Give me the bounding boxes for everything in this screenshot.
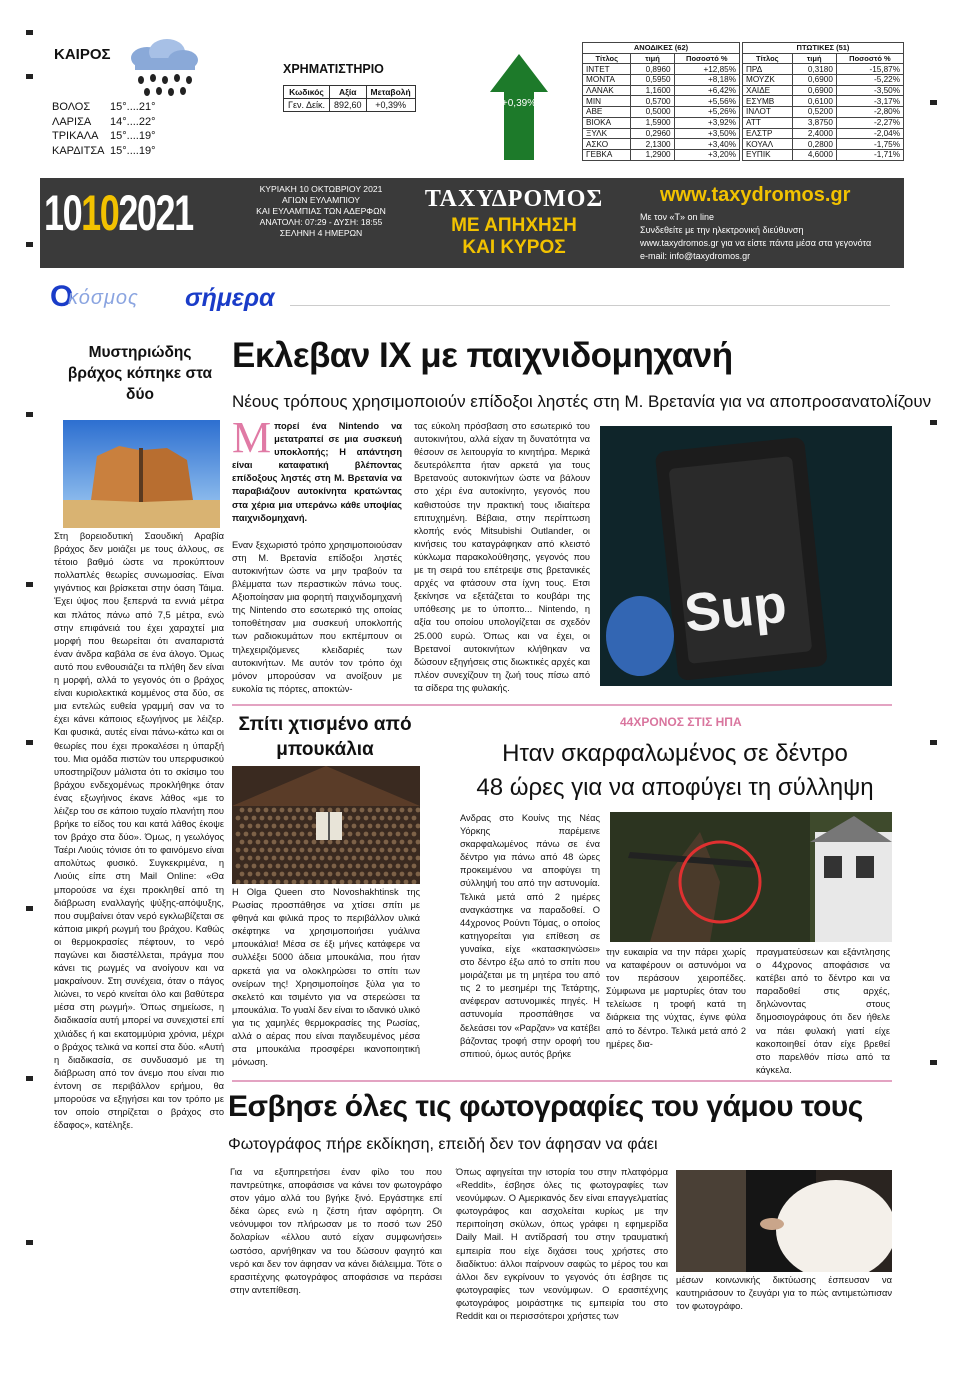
stock-row: ΕΣΥΜΒ 0,6100 -3,17% [743, 96, 904, 107]
house-story-title: Σπίτι χτισμένο από μπουκάλια [238, 714, 412, 760]
wedding-column-3: μέσων κοινωνικής δικτύωσης έσπευσαν να καυτηριάσουν το ζευγάρι για το πώς αντιμετώπισαν τον φωτογράφο. [676, 1275, 892, 1312]
main-headline: Εκλεβαν ΙΧ με παιχνιδομηχανή [232, 336, 733, 375]
wedding-column-1: Για να εξυπηρετήσει έναν φίλο του που παντρεύτηκε, αποφάσισε να κάνει τον φωτογράφο στον γάμο αλλά του βγήκε ξινό. Εργάστηκε επί δέκα ώρες ενώ η ζέστη ήταν αφόρητη. Οι νεόνυμφοι τον πλήρωσαν με το ποσό των 250 δολαρίων «έλλου αυτό είχαν συμφωνήσει» ωστόσο, αρνήθηκαν να του δώσουν φαγητό και νερό και δεν τον άφησαν να κάνει διάλειμμα. Τότε ο ερασιτέχνης φωτογράφος αποφάσισε να περάσει στην αντεπίθεση. [230, 1167, 442, 1295]
section-title-kosmos: κόσμος [68, 287, 139, 309]
dropcap: Μ [232, 413, 272, 462]
brand-block [404, 186, 624, 259]
margin-mark [930, 1060, 937, 1065]
main-story-body-1: Εναν ξεχωριστό τρόπο χρησιμοποιούσαν στη Μ. Βρετανία επίδοξοι ληστές αυτοκινήτων ώστε να μην τραβούν τα βλέμματα των περαστικών πάνω τους. Αξιοποίησαν μια φορητή παιχνιδομηχανή της Nintendo στο εσωτερικό της οποίας τοποθέτησαν μια συσκευή υποκλοπής των ραδιοκυμάτων που εκπέμπουν οι τηλεχειριζόμενες κλειδαριές των αυτοκινήτων. Με αυτόν τον τρόπο όχι μόνον μπορούσαν να ανοίξουν με ευκολία τις πόρτες, αποκτών- [232, 539, 402, 694]
stock-row: ΚΟΥΑΛ 0,2800 -1,75% [743, 139, 904, 150]
stock-row: ΜΟΝΤΑ 0,5950 +8,18% [583, 75, 740, 86]
stock-row: INTET 0,8960 +12,85% [583, 64, 740, 75]
date-info: ΚΥΡΙΑΚΗ 10 ΟΚΤΩΒΡΙΟΥ 2021 ΑΓΙΩΝ ΕΥΛΑΜΠΙΟΥ ΚΑΙ ΕΥΛΑΜΠΙΑΣ ΤΩΝ ΑΔΕΡΦΩΝ ΑΝΑΤΟΛΗ: 07:29 - ΔΥΣΗ: 18:55 ΣΕΛΗΝΗ 4 ΗΜΕΡΩΝ [256, 184, 386, 238]
stock-row: ΕΥΠΙΚ 4,6000 -1,71% [743, 149, 904, 160]
rock-story-text: Στη βορειοδυτική Σαουδική Αραβία βράχος δεν μοιάζει με τους άλλους, σε τέτοιο βαθμό ώστε να προκύπτουν πολλαπλές θεωρίες συνωμοσίας. Είναι γιγάντιος και βρίσκεται στην όαση Τάιμα. Έχει ύψος που ξεπερνά τα εννιά μέτρα και πλάτος πάνω από 7,5 μέτρα, ενώ στην επιφάνειά του έχει χαραχτεί μια μορφή που θεωρείται ότι αναπαριστά έναν άνδρα καβάλα σε ένα άλογο. Όμως αυτό που ενθουσιάζει τα πλήθη δεν είναι η μορφή, αλλά το γεγονός ότι ο βράχος είναι κυριολεκτικά κομμένος στα δύο, σε μια εντελώς ευθεία γραμμή σαν να το έχει κάνει κάποιος εξωγήινος με λέιζερ. Και φυσικά, αυτές είναι πάνω-κάτω και οι θεωρίες που έχει προκαλέσει η ύπαρξή του. Μια ομάδα πιστών του υπερφυσικού υποστηρίζουν μάλιστα ότι το σκίσιμο του βράχου ενδεχομένως προκλήθηκε όταν ένας εξωγήινος έκανε λάθος «με το λέιζερ του σε κάποιο τυχαίο πλανήτη που βρήκε το είδος του και κατά λάθος έκοψε τον βράχο στα δύο». Όμως, η γεωλόγος Ταέρι Λιούις τόνισε ότι το φαινόμενο είναι απολύτως φυσικό. Συγκεκριμένα, η Λιούις είπε στη Mail Online: «Θα μπορούσε να έχει προκληθεί από τη διάβρωση εναλλαγής ψύξης-απόψυξης, που συμβαίνει όταν νερό εγκλωβίζεται σε κάποια μικρή ρωγμή του βράχου. Καθώς οι θερμοκρασίες πέφτουν, το νερό παγώνει και διαστέλλεται, πράγμα που κάνει τις ρωγμές να ανοίγουν και να μακραίνουν. Στη συνέχεια, όταν ο πάγος λιώνει, το νερό κινείται όλο και βαθύτερα μέσα στη ρωγμή». Όπως σημείωσε, η διαδικασία αυτή μπορεί να συνεχιστεί επί χιλιάδες ή και εκατομμύρια χρόνια, μέχρι ο βράχος τελικά να κοπεί στα δύο. «Αυτή η διαδικασία, σε συνδυασμό με τη διάβρωση από τον άνεμο που είναι πιο έντονη σε περιβάλλον ερήμου, θα μπορούσε να εξηγήσει και τον τρόπο με τον οποίο στηρίζεται ο βράχος στο έδαφος», κατέληξε. [54, 531, 224, 1131]
tree-photo [610, 812, 892, 942]
weather-table [52, 100, 156, 158]
weather-row: ΛΑΡΙΣΑ 14°....22° [52, 115, 156, 128]
brand-slogan: ΜΕ ΑΠΗΧΗΣΗ ΚΑΙ ΚΥΡΟΣ [451, 215, 577, 258]
main-story-column-2: τας εύκολη πρόσβαση στο εσωτερικό του αυτοκινήτου, αλλά είχαν τη δυνατότητα να θέσουν σε λειτουργία το κινητήρα. Μερικά δευτερόλεπτα ήταν αρκετά για τους Βρετανούς αυτοκινήτων ώστε να βάλουν στο χέρι ένα αυτοκίνητο, γεγονός που καθιστούσε την πρακτική τους ιδιαίτερα επιτυχημένη. Βέβαια, στην περίπτωση κλοπής ενός Mitsubishi Outlander, οι κινήσεις του καταγράφηκαν από κλειστό κύκλωμα παρακολούθησης, γεγονός που με τη σειρά του επέτρεψε στις βρετανικές αρχές να φτάσουν στα ίχνη τους. Ετσι ξεκίνησε να εξετάζεται το κουβάρι της υπόθεσης με το ύποπτο... Nintendo, η αξία του οποίου υπολογίζεται σε σχεδόν 25.000 ευρώ. Όπως και να έχει, οι Βρετανοί αυτοκινήτων κλήθηκαν να δώσουν εξηγήσεις στις διωκτικές αρχές και πλέον συνεχίζουν τη ζωή τους πίσω από τα σίδερα της φυλακής. [414, 421, 590, 693]
gainers-table: ΑΝΟΔΙΚΕΣ (62) Τίτλος τιμή Ποσοστό % INTET 0,8960 +12,85% ΜΟΝΤΑ 0,5950 +8,18% ΛΑΝΑΚ 1,1600 +6,42% MIN 0,5700 +5,56% ΑΒΕ 0,5000 +5,26% ΒΙΟΚΑ 1,5900 +3,92% ΞΥΛΚ 0,2960 +3,50% ΑΣΚΟ 2,1300 +3,40% ΓΕΒΚΑ 1,2900 +3,20% [582, 42, 740, 161]
site-url-link[interactable]: www.taxydromos.gr [660, 184, 851, 206]
section-title-simera: σήμερα [185, 284, 275, 312]
stock-row: ΧΑΙΔΕ 0,6900 -3,50% [743, 85, 904, 96]
stock-row: ΑΤΤ 3,8750 -2,27% [743, 117, 904, 128]
margin-mark [26, 906, 33, 911]
stock-row: ΓΕΒΚΑ 1,2900 +3,20% [583, 149, 740, 160]
main-story-column-1 [232, 413, 402, 696]
stock-row: ΛΑΝΑΚ 1,1600 +6,42% [583, 85, 740, 96]
rock-photo [63, 420, 220, 528]
wedding-headline: Εσβησε όλες τις φωτογραφίες του γάμου τους [228, 1090, 863, 1123]
margin-mark [26, 242, 33, 247]
house-story-text: Η Olga Queen στο Novoshakhtinsk της Ρωσίας προσπάθησε να χτίσει σπίτι με φθηνά και φιλικά προς το περιβάλλον υλικά σκέφτηκε να χρησιμοποιήσει γυάλινα μπουκάλια! Μέσα σε έξι μήνες κατάφερε να συλλέξει 5000 άδεια μπουκάλια, που ήταν αρκετά για να ολοκληρώσει το σπίτι των ονείρων της! Χρησιμοποίησε ξύλα για το σκελετό και τσιμέντο για να στερεώσει τα μπουκάλια. Το γυαλί δεν είναι το ιδανικό υλικό για τις χαμηλές θερμοκρασίες της Ρωσίας, αλλά ο αέρας που είναι παγιδευμένος μέσα στα μπουκάλια προσφέρει ικανοποιητική μόνωση. [232, 887, 420, 1068]
stock-row: ΠΡΔ 0,3180 -15,87% [743, 64, 904, 75]
main-lead: πορεί ένα Nintendo να μετατραπεί σε μια συσκευή υποκλοπής; Η απάντηση είναι καταφατική βλέποντας επίδοξους ληστές στη Μ. Βρετανία να παραβιάζουν αυτοκίνητα κρατώντας στα χέρια μια υπεράνω κάθε υποψίας παιχνιδομηχανή. [232, 421, 402, 523]
site-info: Με τον «Τ» on line Συνδεθείτε με την ηλεκτρονική διεύθυνση www.taxydromos.gr για να είστε πάντα μέσα στα γεγονότα e-mail: info@taxydromos.gr [640, 212, 872, 261]
margin-mark [26, 740, 33, 745]
stock-row: ΜΟΥΖΚ 0,6900 -5,22% [743, 75, 904, 86]
margin-mark [26, 74, 33, 79]
bourse-title: ΧΡΗΜΑΤΙΣΤΗΡΙΟ [283, 62, 384, 76]
bottle-house-photo [232, 766, 420, 884]
margin-mark [930, 100, 937, 105]
weather-row: ΚΑΡΔΙΤΣΑ 15°....19° [52, 144, 156, 157]
rock-story-title: Μυστηριώδης βράχος κόπηκε στα δύο [67, 344, 213, 403]
arrow-label: +0,39% [501, 98, 537, 109]
margin-mark [26, 1240, 33, 1245]
section-title-o: Ο [50, 280, 74, 313]
wedding-subtitle: Φωτογράφος πήρε εκδίκηση, επειδή δεν τον άφησαν να φάει [228, 1136, 658, 1153]
stock-row: ΑΣΚΟ 2,1300 +3,40% [583, 139, 740, 150]
weather-row: ΒΟΛΟΣ 15°....21° [52, 101, 156, 113]
tree-story-column-3: πραγματεύσεων και εξάντλησης ο 44χρονος αποφάσισε να κατέβει από το δέντρο και να παραδοθεί στις αρχές, δηλώνοντας στους δημοσιογράφους ότι δεν ήθελε να πάει φυλακή γιατί είχε κακοποιηθεί όταν είχε βρεθεί στο παρελθόν πίσω από τα κάγκελα. [756, 947, 890, 1075]
wedding-column-2: Όπως αφηγείται την ιστορία του στην πλατφόρμα «Reddit», έσβησε όλες τις φωτογραφίες των νεονύμφων. Ο Αμερικανός δεν είναι επαγγελματίας φωτογράφος και ασχολείται κυρίως με την περιποίηση σκύλων, όπως γράφει η εφημερίδα Daily Mail. Η αντίδρασή του στην τραυματική εμπειρία που είχε διχάσει τους χρήστες στο διαδίκτυο: άλλοι παίρνουν σαφώς το μέρος του και άλλοι δεν εγκρίνουν το γεγονός ότι έσβησε τις φωτογραφίες των νεονύμφων. Ο ερασιτέχνης φωτογράφος μοιράστηκε τις εμπειρία του στο Reddit και οι περισσότεροι χρήστες των [456, 1167, 668, 1322]
brand-name: ΤΑΧΥΔΡΟΜΟΣ [424, 186, 604, 212]
weather-row: ΤΡΙΚΑΛΑ 15°....19° [52, 130, 156, 142]
rule-divider [232, 704, 892, 706]
margin-mark [26, 582, 33, 587]
tree-story-column-1: Ανδρας στο Κουίνς της Νέας Υόρκης παρέμεινε σκαρφαλωμένος πάνω σε ένα δέντρο για πάνω από 48 ώρες προκειμένου να αποφύγει τη σύλληψή του από την αστυνομία. Τελικά μετά από 2 ημέρες αναγκάστηκε να παραδοθεί. Ο 44χρονος Ρούντι Τόμας, ο οποίος κατηγορείται για επίθεση σε γυναίκα, είχε «κατασκηνώσει» στο δέντρο έξω από το σπίτι που μοιράζεται με τη μητέρα του από τις 2 το μεσημέρι της Τετάρτης, ανέφεραν αστυνομικές πηγές. Η αστυνομία προσπάθησε να δελεάσει τον «Ραρζαν» να κατέβει βάζοντας τροφή στην οροφή του σπιτιού, όμως αυτός βρήκε [460, 813, 600, 1059]
weather-title: ΚΑΙΡΟΣ [54, 46, 111, 63]
date-big: 10102021 [44, 185, 193, 241]
svg-text:Sup: Sup [681, 573, 790, 644]
stock-row: ΒΙΟΚΑ 1,5900 +3,92% [583, 117, 740, 128]
main-subtitle: Νέους τρόπους χρησιμοποιούν επίδοξοι ληστές στη Μ. Βρετανία για να αποπροσανατολίζουν [232, 392, 932, 411]
stock-row: ΙΝΛΟΤ 0,5200 -2,80% [743, 107, 904, 118]
stock-row: ΞΥΛΚ 0,2960 +3,50% [583, 128, 740, 139]
stock-row: ΕΛΣΤΡ 2,4000 -2,04% [743, 128, 904, 139]
margin-mark [930, 740, 937, 745]
margin-mark [26, 30, 33, 35]
rule-divider [232, 1080, 892, 1082]
margin-mark [930, 420, 937, 425]
margin-mark [26, 412, 33, 417]
up-arrow-icon [488, 52, 550, 162]
margin-mark [26, 1076, 33, 1081]
tree-story-column-2: την ευκαιρία να την πάρει χωρίς να καταφέρουν οι αστυνόμοι να τον περάσουν χειροπέδες. Σύμφωνα με μαρτυρίες όταν του τελείωσε η τροφή κατά τη διάρκεια της νύχτας, έγινε φύλα από το δέντρο. Τελικά μετά από 2 ημέρες δια- [606, 947, 746, 1049]
wedding-photo [676, 1170, 892, 1272]
nintendo-photo [600, 426, 892, 686]
tree-story-kicker: 44ΧΡΟΝΟΣ ΣΤΙΣ ΗΠΑ [620, 715, 742, 729]
section-rule [290, 305, 890, 306]
bourse-table: Κωδικός Αξία Μεταβολή Γεν. Δείκ. 892,60 +0,39% [283, 85, 416, 112]
stock-row: MIN 0,5700 +5,56% [583, 96, 740, 107]
losers-table: ΠΤΩΤΙΚΕΣ (51) Τίτλος τιμή Ποσοστό % ΠΡΔ 0,3180 -15,87% ΜΟΥΖΚ 0,6900 -5,22% ΧΑΙΔΕ 0,6900 -3,50% ΕΣΥΜΒ 0,6100 -3,17% ΙΝΛΟΤ 0,5200 -2,80% ΑΤΤ 3,8750 -2,27% ΕΛΣΤΡ 2,4000 -2,04% ΚΟΥΑΛ 0,2800 -1,75% ΕΥΠΙΚ 4,6000 -1,71% [742, 42, 904, 161]
rain-cloud-icon [125, 38, 203, 98]
stock-row: ΑΒΕ 0,5000 +5,26% [583, 107, 740, 118]
tree-story-headline: Ηταν σκαρφαλωμένος σε δέντρο 48 ώρες για να αποφύγει τη σύλληψη [476, 740, 874, 801]
